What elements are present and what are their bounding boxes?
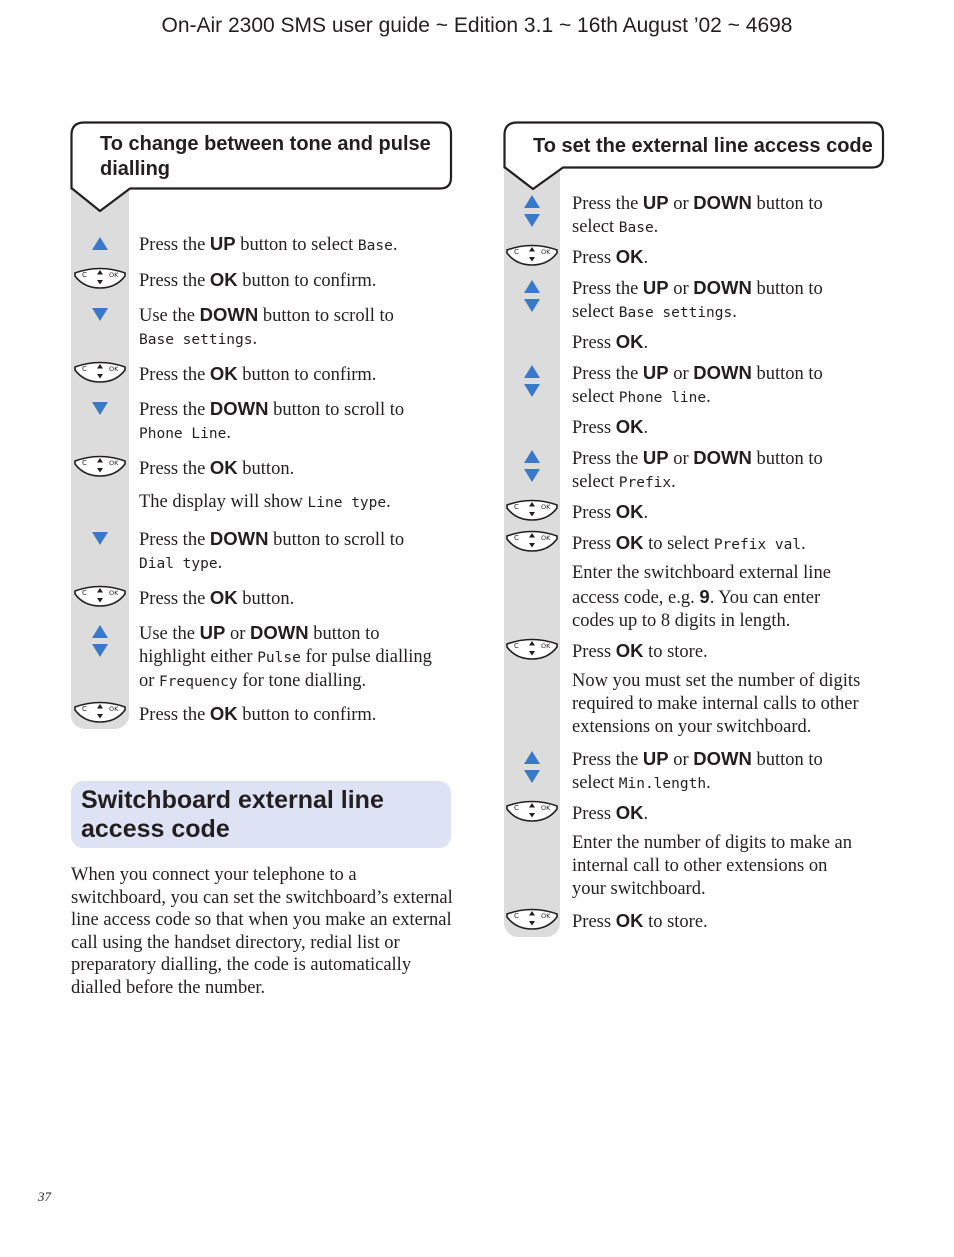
display-text: Line type	[307, 495, 387, 511]
step-fragment: button to	[751, 279, 823, 299]
step-text	[572, 446, 892, 495]
key-name: UP	[199, 622, 226, 643]
step-fragment: .	[217, 553, 223, 573]
step-fragment: internal call to other extensions on	[572, 856, 828, 876]
step-text	[572, 670, 892, 739]
step-text	[139, 362, 459, 387]
key-name: 9	[699, 586, 710, 607]
step-text	[572, 747, 892, 796]
step-fragment: Enter the switchboard external line	[572, 563, 831, 583]
ok-key-icon	[72, 359, 128, 389]
step-fragment: required to make internal calls to other	[572, 694, 859, 714]
step-fragment: Press the	[572, 750, 643, 770]
key-name: DOWN	[209, 528, 269, 549]
key-name: OK	[615, 532, 644, 553]
step-fragment: Press the	[139, 530, 210, 550]
ok-key-ok-label: OK	[541, 534, 551, 542]
step-fragment: Press the	[572, 364, 643, 384]
step-fragment: button.	[237, 589, 295, 609]
step-fragment: or	[668, 449, 694, 469]
step-fragment: button to	[751, 449, 823, 469]
step-fragment: codes up to 8 digits in length.	[572, 611, 791, 631]
left-panel-title: To change between tone and pulse dialling	[100, 133, 431, 180]
step-fragment: Press	[572, 503, 616, 523]
step-fragment: Press the	[139, 271, 210, 291]
ok-key-ok-label: OK	[109, 271, 119, 279]
key-name: OK	[209, 457, 238, 478]
ok-key-ok-label: OK	[109, 365, 119, 373]
display-text: Base	[357, 238, 393, 254]
step-fragment: button to confirm.	[237, 271, 377, 291]
display-text: Pulse	[257, 650, 301, 666]
step-fragment: extensions on your switchboard.	[572, 717, 812, 737]
step-fragment: Press the	[572, 449, 643, 469]
key-name: DOWN	[693, 748, 752, 769]
step-text	[572, 639, 892, 664]
step-text	[139, 586, 459, 611]
key-name: OK	[615, 501, 644, 522]
ok-key-ok-label: OK	[541, 248, 551, 256]
step-text	[139, 397, 459, 446]
step-fragment: select	[572, 773, 619, 793]
key-name: OK	[209, 587, 238, 608]
display-text: Prefix val	[713, 537, 802, 553]
step-fragment: Press	[572, 534, 616, 554]
ok-key-icon	[504, 636, 560, 666]
step-fragment: Press the	[139, 365, 210, 385]
page-header: On-Air 2300 SMS user guide ~ Edition 3.1 ~ 16th August ’02 ~ 4698	[161, 14, 793, 37]
up-down-arrows-icon	[504, 749, 560, 791]
step-text	[572, 276, 892, 325]
display-text: Frequency	[159, 674, 238, 690]
ok-key-c-label: C	[82, 589, 87, 597]
display-text: Phone Line	[139, 426, 227, 442]
key-name: OK	[615, 246, 644, 267]
step-fragment: or	[139, 671, 160, 691]
step-fragment: button to confirm.	[237, 365, 377, 385]
key-name: OK	[615, 331, 644, 352]
right-panel-title: To set the external line access code	[533, 135, 873, 157]
step-fragment: Press	[572, 248, 616, 268]
down-arrow-icon	[72, 399, 128, 423]
step-text	[139, 702, 459, 727]
ok-key-c-label: C	[514, 503, 519, 511]
ok-key-icon	[504, 242, 560, 272]
step-fragment: button to	[751, 194, 823, 214]
step-fragment: button to	[751, 750, 823, 770]
page-number: 37	[38, 1189, 51, 1204]
step-fragment: Press the	[139, 589, 210, 609]
step-fragment: Use the	[139, 624, 200, 644]
step-text	[139, 268, 459, 293]
key-name: DOWN	[199, 304, 259, 325]
step-text	[572, 500, 892, 525]
ok-key-icon	[504, 497, 560, 527]
step-fragment: for tone dialling.	[237, 671, 367, 691]
key-name: DOWN	[693, 192, 752, 213]
step-fragment: or	[668, 279, 694, 299]
step-fragment: button.	[237, 459, 295, 479]
step-text	[572, 245, 892, 270]
step-fragment: .	[392, 235, 398, 255]
step-text	[572, 801, 892, 826]
step-fragment: to store.	[643, 642, 708, 662]
step-fragment: button to scroll to	[258, 306, 394, 326]
display-text: Min.length	[618, 776, 707, 792]
step-fragment: button to	[751, 364, 823, 384]
display-text: Phone line	[618, 390, 707, 406]
step-fragment: .	[706, 773, 711, 793]
step-fragment: .	[643, 503, 649, 523]
step-fragment: .	[653, 217, 659, 237]
step-fragment: button to select	[235, 235, 358, 255]
key-name: OK	[209, 703, 238, 724]
display-text: Prefix	[618, 475, 672, 491]
ok-key-c-label: C	[514, 534, 519, 542]
key-name: DOWN	[250, 622, 309, 643]
ok-key-c-label: C	[514, 804, 519, 812]
key-name: UP	[642, 447, 669, 468]
ok-key-icon	[72, 453, 128, 483]
ok-key-ok-label: OK	[541, 912, 551, 920]
step-fragment: Press	[572, 642, 616, 662]
step-text	[572, 531, 892, 557]
display-text: Base settings	[618, 305, 733, 321]
step-fragment: The display will show	[139, 492, 308, 512]
step-text	[572, 832, 892, 901]
step-fragment: Use the	[139, 306, 200, 326]
step-fragment: .	[386, 492, 391, 512]
display-text: Dial type	[139, 556, 218, 572]
key-name: DOWN	[693, 277, 752, 298]
key-name: DOWN	[209, 398, 269, 419]
step-fragment: or	[225, 624, 250, 644]
step-fragment: Press	[572, 418, 616, 438]
step-fragment: Press the	[139, 235, 210, 255]
step-text	[139, 527, 459, 576]
ok-key-icon	[72, 583, 128, 613]
ok-key-icon	[72, 265, 128, 295]
ok-key-icon	[504, 906, 560, 936]
step-fragment: Press the	[139, 705, 210, 725]
up-down-arrows-icon	[72, 623, 128, 665]
display-text: Base	[618, 220, 654, 236]
key-name: OK	[615, 416, 644, 437]
step-fragment: select	[572, 472, 619, 492]
step-fragment: or	[668, 364, 694, 384]
step-fragment: your switchboard.	[572, 879, 706, 899]
step-fragment: .	[643, 804, 649, 824]
step-fragment: select	[572, 387, 619, 407]
step-fragment: Press the	[139, 459, 210, 479]
display-text: Base settings	[139, 332, 253, 348]
step-fragment: Now you must set the number of digits	[572, 671, 861, 691]
step-fragment: .	[643, 418, 649, 438]
key-name: UP	[642, 362, 669, 383]
down-arrow-icon	[72, 305, 128, 329]
key-name: OK	[209, 269, 238, 290]
step-fragment: to select	[643, 534, 714, 554]
step-text	[572, 330, 892, 355]
key-name: OK	[209, 363, 238, 384]
ok-key-ok-label: OK	[109, 589, 119, 597]
step-fragment: button to scroll to	[268, 400, 405, 420]
ok-key-c-label: C	[514, 248, 519, 256]
ok-key-c-label: C	[82, 705, 87, 713]
step-fragment: Press	[572, 912, 616, 932]
ok-key-ok-label: OK	[541, 503, 551, 511]
step-fragment: Press the	[572, 194, 643, 214]
step-fragment: .	[643, 333, 649, 353]
step-fragment: Press the	[572, 279, 643, 299]
step-text	[139, 621, 459, 694]
key-name: DOWN	[693, 447, 752, 468]
ok-key-c-label: C	[82, 271, 87, 279]
step-text	[572, 562, 892, 633]
key-name: UP	[642, 277, 669, 298]
step-fragment: button to confirm.	[237, 705, 377, 725]
key-name: DOWN	[693, 362, 752, 383]
up-down-arrows-icon	[504, 278, 560, 320]
ok-key-ok-label: OK	[541, 642, 551, 650]
up-down-arrows-icon	[504, 448, 560, 490]
step-fragment: Press the	[139, 400, 210, 420]
step-fragment: .	[252, 329, 258, 349]
step-text	[139, 456, 459, 481]
step-text	[572, 191, 892, 240]
step-fragment: or	[668, 750, 694, 770]
ok-key-c-label: C	[82, 365, 87, 373]
key-name: UP	[209, 233, 236, 254]
ok-key-c-label: C	[514, 642, 519, 650]
step-text	[572, 909, 892, 934]
step-fragment: .	[732, 302, 737, 322]
up-down-arrows-icon	[504, 363, 560, 405]
step-fragment: Press	[572, 804, 616, 824]
key-name: OK	[615, 640, 644, 661]
step-text	[139, 491, 459, 515]
key-name: UP	[642, 192, 669, 213]
step-fragment: to store.	[643, 912, 708, 932]
ok-key-c-label: C	[514, 912, 519, 920]
up-arrow-icon	[72, 234, 128, 258]
step-text	[139, 303, 459, 352]
step-fragment: highlight either	[139, 647, 258, 667]
ok-key-ok-label: OK	[109, 459, 119, 467]
down-arrow-icon	[72, 529, 128, 553]
step-fragment: .	[801, 534, 806, 554]
ok-key-ok-label: OK	[109, 705, 119, 713]
step-text	[572, 415, 892, 440]
section-title: Switchboard external line access code	[81, 786, 384, 843]
step-fragment: button to	[308, 624, 380, 644]
step-fragment: for pulse dialling	[300, 647, 432, 667]
step-fragment: or	[668, 194, 694, 214]
step-text	[572, 361, 892, 410]
step-fragment: select	[572, 302, 619, 322]
step-fragment: button to scroll to	[268, 530, 405, 550]
key-name: UP	[642, 748, 669, 769]
step-fragment: .	[671, 472, 676, 492]
ok-key-c-label: C	[82, 459, 87, 467]
ok-key-icon	[504, 798, 560, 828]
ok-key-ok-label: OK	[541, 804, 551, 812]
step-fragment: .	[643, 248, 649, 268]
ok-key-icon	[504, 528, 560, 558]
step-fragment: .	[706, 387, 711, 407]
ok-key-icon	[72, 699, 128, 729]
step-fragment: select	[572, 217, 619, 237]
section-intro: When you connect your telephone to a switchboard, you can set the switchboard’s external line access code so that when you make an external call using the handset directory, redial list or preparatory dialling, the code is automatically dialled before the number.	[71, 865, 453, 998]
step-fragment: Press	[572, 333, 616, 353]
step-text	[139, 232, 459, 258]
step-fragment: Enter the number of digits to make an	[572, 833, 852, 853]
section-heading-box	[71, 781, 451, 848]
step-fragment: .	[226, 423, 231, 443]
key-name: OK	[615, 910, 644, 931]
key-name: OK	[615, 802, 644, 823]
up-down-arrows-icon	[504, 193, 560, 235]
step-fragment: . You can enter	[709, 588, 821, 608]
step-fragment: access code, e.g.	[572, 588, 700, 608]
